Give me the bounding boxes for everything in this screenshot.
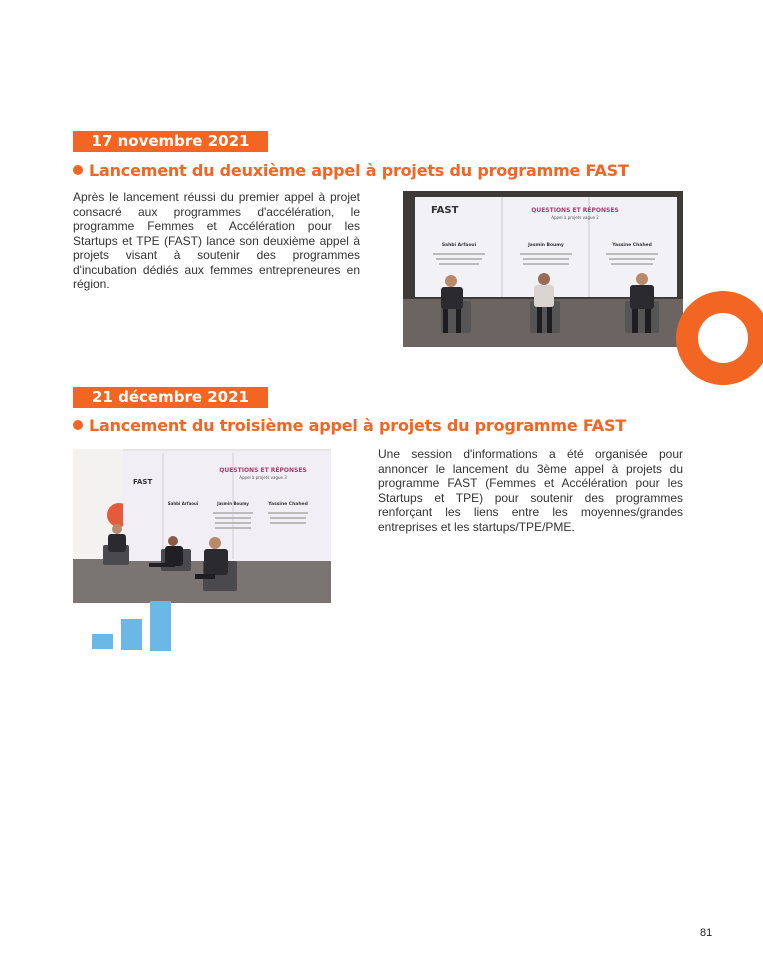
page-number: 81 (700, 927, 713, 939)
photo1-logo: FAST (431, 205, 459, 216)
section-2-heading (73, 416, 626, 435)
section-1-heading-text: Lancement du deuxième appel à projets du programme FAST (89, 161, 629, 180)
photo2-screen-subtitle: Appel à projets vague 3 (239, 475, 287, 480)
section-1-paragraph: Après le lancement réussi du premier appel à projet consacré aux programmes d'accélération, le programme Femmes et Accélération pour les Startups et TPE (FAST) lance son deuxième appel à projets visant à soutenir des programmes d'incubation dédiés aux femmes entrepreneures en région. (73, 190, 360, 291)
section-2-heading-text: Lancement du troisième appel à projets du programme FAST (89, 416, 626, 435)
photo1-speaker-3-name: Yassine Chahed (612, 243, 652, 248)
photo2-screen-title: QUESTIONS ET RÉPONSES (219, 467, 307, 474)
section-2-paragraph: Une session d'informations a été organisée pour annoncer le lancement du 3ème appel à projets du programme FAST (Femmes et Accélération pour les Startups et TPE) pour soutenir des programmes renforçant les liens entre les moyennes/grandes entreprises et les startups/TPE/PME. (378, 447, 683, 534)
photo1-speaker-1-name: Sahbi Arfaoui (441, 243, 477, 248)
bullet-icon (73, 165, 83, 175)
photo2-speaker-3-name: Yassine Chahed (268, 502, 308, 507)
photo1-screen-title: QUESTIONS ET RÉPONSES (531, 207, 619, 214)
bullet-icon (73, 420, 83, 430)
photo1-speaker-2-name: Jasmin Boumy (528, 243, 564, 248)
section-1-heading (73, 161, 629, 180)
bar-chart-icon (92, 601, 172, 653)
photo2-speaker-2-name: Jasmin Boumy (217, 501, 249, 506)
date-badge-2: 21 décembre 2021 (73, 387, 268, 408)
event-photo-2 (73, 449, 331, 603)
orange-ring-decoration (676, 291, 763, 385)
photo2-speaker-1-name: Sahbi Arfaoui (167, 501, 199, 506)
photo2-logo: FAST (133, 478, 153, 486)
date-badge-1: 17 novembre 2021 (73, 131, 268, 152)
event-photo-1 (403, 191, 683, 347)
photo1-screen-subtitle: Appel à projets vague 2 (551, 215, 599, 220)
